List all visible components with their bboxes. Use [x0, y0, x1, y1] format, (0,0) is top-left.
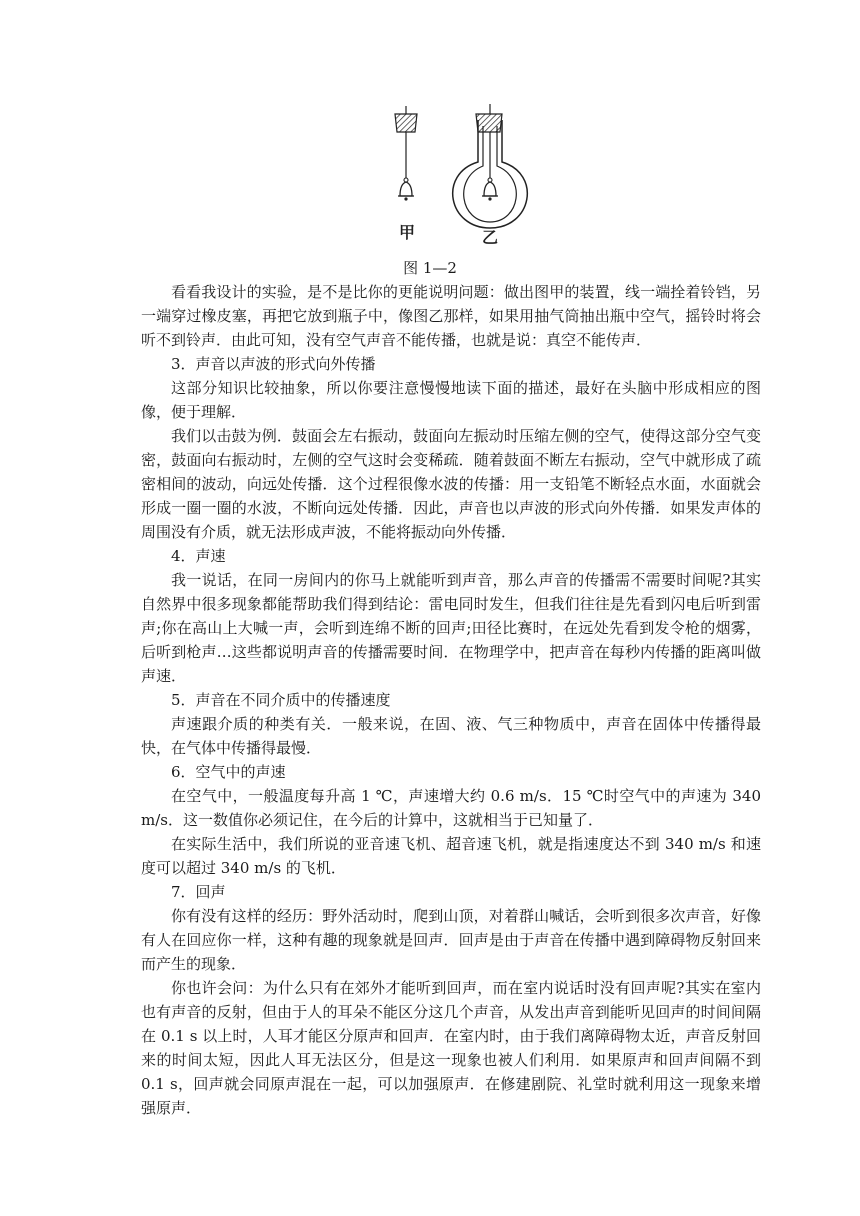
- figure-caption: 图 1—2: [403, 259, 457, 277]
- bell-experiment-diagram: [380, 100, 540, 260]
- article-body: [141, 280, 761, 1120]
- paragraph: 你也许会问：为什么只有在郊外才能听到回声，而在室内说话时没有回声呢?其实在室内也有声音的反射，但由于人的耳朵不能区分这几个声音，从发出声音到能听见回声的时间间隔在 0.1 s 以上时，人耳才能区分原声和回声．在室内时，由于我们离障碍物太近，声音反射回来的时间太短，因此人耳无法区分，但是这一现象也被人们利用．如果原声和回声间隔不到 0.1 s，回声就会同原声混在一起，可以加强原声．在修建剧院、礼堂时就利用这一现象来增强原声．: [141, 979, 761, 1117]
- bell-b-icon: [482, 178, 498, 201]
- apparatus-b: [453, 104, 528, 228]
- rubber-stopper-b: [476, 114, 502, 132]
- section-heading: 3．声音以声波的形式向外传播: [171, 355, 376, 373]
- paragraph: 在实际生活中，我们所说的亚音速飞机、超音速飞机，就是指速度达不到 340 m/s 和速度可以超过 340 m/s 的飞机．: [141, 835, 761, 877]
- label-a: 甲: [398, 223, 416, 242]
- paragraph: 在空气中，一般温度每升高 1 ℃，声速增大约 0.6 m/s．15 ℃时空气中的声速为 340 m/s．这一数值你必须记住，在今后的计算中，这就相当于已知量了．: [141, 787, 761, 829]
- section-heading: 5．声音在不同介质中的传播速度: [171, 691, 391, 709]
- paragraph: 看看我设计的实验，是不是比你的更能说明问题：做出图甲的装置，线一端拴着铃铛，另一端穿过橡皮塞，再把它放到瓶子中，像图乙那样，如果用抽气筒抽出瓶中空气，摇铃时将会听不到铃声．由此可知，没有空气声音不能传播，也就是说：真空不能传声．: [141, 283, 761, 349]
- paragraph: 你有没有这样的经历：野外活动时，爬到山顶，对着群山喊话，会听到很多次声音，好像有人在回应你一样，这种有趣的现象就是回声．回声是由于声音在传播中遇到障碍物反射回来而产生的现象．: [141, 907, 761, 973]
- label-b: 乙: [481, 228, 499, 247]
- section-heading: 4．声速: [171, 547, 226, 565]
- paragraph: 声速跟介质的种类有关．一般来说，在固、液、气三种物质中，声音在固体中传播得最快，在气体中传播得最慢．: [141, 715, 761, 757]
- rubber-stopper-a: [395, 114, 417, 132]
- paragraph: 这部分知识比较抽象，所以你要注意慢慢地读下面的描述，最好在头脑中形成相应的图像，便于理解．: [141, 379, 761, 421]
- paragraph: 我一说话，在同一房间内的你马上就能听到声音，那么声音的传播需不需要时间呢?其实自然界中很多现象都能帮助我们得到结论：雷电同时发生，但我们往往是先看到闪电后听到雷声;你在高山上大喊一声，会听到连绵不断的回声;田径比赛时，在远处先看到发令枪的烟雾，后听到枪声…这些都说明声音的传播需要时间．在物理学中，把声音在每秒内传播的距离叫做声速．: [141, 571, 761, 685]
- apparatus-a: [395, 106, 417, 201]
- bell-jar-figure: [380, 100, 540, 260]
- paragraph: 我们以击鼓为例．鼓面会左右振动，鼓面向左振动时压缩左侧的空气，使得这部分空气变密，鼓面向右振动时，左侧的空气这时会变稀疏．随着鼓面不断左右振动，空气中就形成了疏密相间的波动，向远处传播．这个过程很像水波的传播：用一支铅笔不断轻点水面，水面就会形成一圈一圈的水波，不断向远处传播．因此，声音也以声波的形式向外传播．如果发声体的周围没有介质，就无法形成声波，不能将振动向外传播．: [141, 427, 761, 541]
- bell-a-icon: [398, 178, 414, 201]
- section-heading: 7．回声: [171, 883, 226, 901]
- section-heading: 6．空气中的声速: [171, 763, 286, 781]
